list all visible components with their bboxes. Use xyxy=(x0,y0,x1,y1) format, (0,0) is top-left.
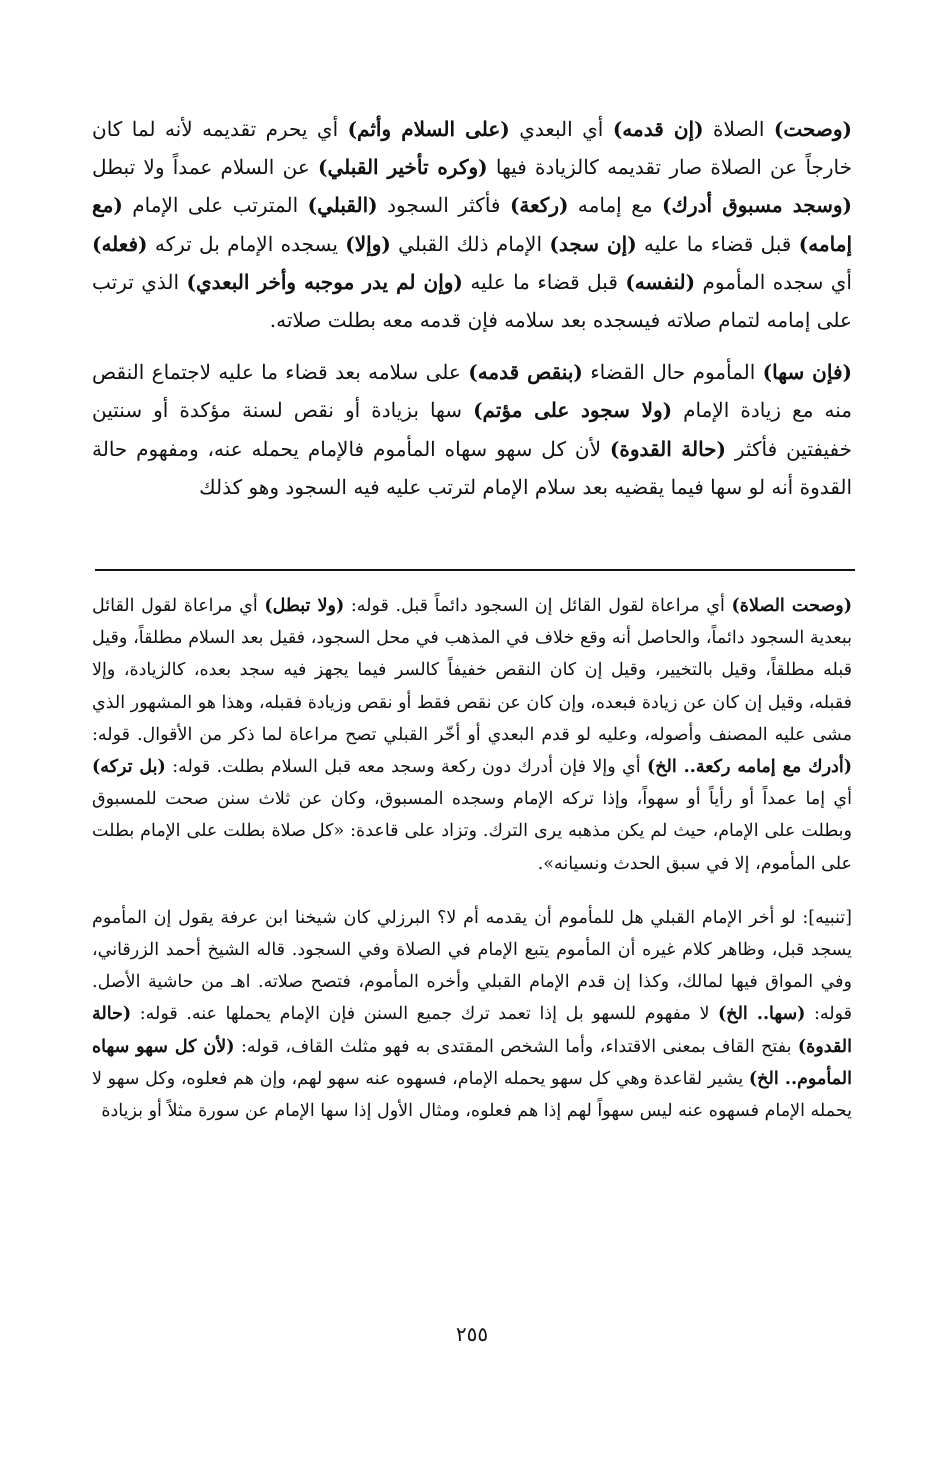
text-run: بفتح القاف بمعنى الاقتداء، وأما الشخص المقتدى به فهو مثلث القاف، قوله: xyxy=(234,1036,798,1057)
bold-text-run: (حالة القدوة) xyxy=(92,1004,852,1057)
text-run: أي إما عمداً أو رأياً أو سهواً، وإذا تركه الإمام وسجده المسبوق، وكان عن ثلاث سنن صحت للمسبوق وبطلت على الإمام، حيث لم يكن مذهبه يرى الترك. وتزاد على قاعدة: «كل صلاة بطلت على الإمام بطلت على المأموم، إلا في سبق الحدث ونسيانه». xyxy=(92,789,852,874)
text-run: [تنبيه]: لو أخر الإمام القبلي هل للمأموم أن يقدمه أم لا؟ البرزلي كان شيخنا ابن عرفة يقول إن المأموم يسجد قبل، وظاهر كلام غيره أن المأموم يتبع الإمام في الصلاة وفي السجود. قاله الشيخ أحمد الزرقاني، وفي المواق فيها لمالك، وكذا إن قدم الإمام القبلي وأخره المأموم، فتصح صلاته. اهـ من حاشية الأصل. قوله: xyxy=(92,907,852,1025)
text-run: لأن كل سهو سهاه المأموم فالإمام يحمله عنه، ومفهوم حالة القدوة أنه لو سها فيما يقضيه بعد سلام الإمام لترتب عليه فيه السجود وهو كذلك xyxy=(92,436,852,499)
bold-text-run: (سها.. الخ) xyxy=(718,1004,806,1025)
text-run: الصلاة xyxy=(703,117,774,141)
main-paragraph-2 xyxy=(92,353,852,506)
bold-text-run: (إن قدمه) xyxy=(612,117,704,141)
text-run: أي مراعاة لقول القائل ببعدية السجود دائماً، والحاصل أنه وقع خلاف في المذهب في محل السجود، فقيل بعد السلام مطلقاً، وقيل قبله مطلقاً، وقيل بالتخيير، وقيل إن كان النقص خفيفاً كالسر فيما يجهز فيه سجد بعده، كالزيادة، وإلا فقبله، وقيل إن كان عن زيادة فبعده، وإن كان عن نقص فقط أو نقص وزيادة فقبله، وهذا هو المشهور الذي مشى عليه المصنف وأصوله، وعليه لو قدم البعدي أو أخّر القبلي تصح مراعاة لما ذكر من الأقوال. قوله: xyxy=(92,596,852,745)
text-run: المترتب على الإمام xyxy=(122,193,308,218)
text-run: لا مفهوم للسهو بل إذا تعمد ترك جميع السنن فإن الإمام يحملها عنه. قوله: xyxy=(131,1004,718,1025)
text-run: الذي ترتب على إمامه لتمام صلاته فيسجده بعد سلامه فإن قدمه معه بطلت صلاته. xyxy=(92,269,852,333)
text-run: مع إمامه xyxy=(568,193,663,218)
bold-text-run: (ولا تبطل) xyxy=(264,596,345,616)
main-text xyxy=(92,110,852,506)
bold-text-run: (لنفسه) xyxy=(625,269,696,294)
footnote-separator xyxy=(95,569,855,571)
text-run: فأكثر السجود xyxy=(377,193,510,218)
bold-text-run: (وإن لم يدر موجبه وأخر البعدي) xyxy=(186,269,463,294)
bold-text-run: (فإن سها) xyxy=(762,360,852,385)
text-run: أي وإلا فإن أدرك دون ركعة وسجد معه قبل السلام بطلت. قوله: xyxy=(165,757,647,778)
text-run: سها بزيادة أو نقص لسنة مؤكدة أو سنتين خفيفتين فأكثر xyxy=(92,398,853,461)
bold-text-run: (لأن كل سهو سهاه المأموم.. الخ) xyxy=(92,1036,852,1089)
bold-text-run: (ولا سجود على مؤتم) xyxy=(473,398,673,423)
bold-text-run: (إن سجد) xyxy=(549,231,637,256)
page-number: ٢٥٥ xyxy=(455,1322,489,1346)
text-run: عن السلام عمداً ولا تبطل xyxy=(92,155,319,180)
bold-text-run: (مع إمامه) xyxy=(92,193,852,256)
bold-text-run: (بنقص قدمه) xyxy=(468,360,583,385)
note-paragraph-2 xyxy=(92,902,852,1127)
bold-text-run: (وكره تأخير القبلي) xyxy=(318,155,488,180)
footnotes xyxy=(92,590,852,1127)
bold-text-run: (وسجد مسبوق أدرك) xyxy=(662,193,853,218)
text-run: الإمام ذلك القبلي xyxy=(390,231,550,256)
text-run: أي البعدي xyxy=(509,117,613,141)
bold-text-run: (ركعة) xyxy=(509,193,569,218)
main-paragraph-1 xyxy=(92,110,852,339)
text-run: المأموم حال القضاء xyxy=(582,360,763,385)
bold-text-run: (وصحت) xyxy=(773,117,852,141)
text-run: قبل قضاء ما عليه xyxy=(636,231,799,256)
bold-text-run: (أدرك مع إمامه ركعة.. الخ) xyxy=(646,757,852,778)
bold-text-run: (وصحت الصلاة) xyxy=(731,596,852,616)
bold-text-run: (بل تركه) xyxy=(92,757,166,778)
text-run: يشير لقاعدة وهي كل سهو يحمله الإمام، فسهوه عنه سهو لهم، وإن هم فعلوه، وكل سهو لا يحمله الإمام فسهوه عنه ليس سهواً لهم إذا هم فعلوه، ومثال الأول إذا سها الإمام عن سورة مثلاً أو بزيادة xyxy=(92,1068,852,1122)
text-run: أي مراعاة لقول القائل إن السجود دائماً قبل. قوله: xyxy=(344,596,732,616)
text-run: أي يحرم تقديمه لأنه لما كان خارجاً عن الصلاة صار تقديمه كالزيادة فيها xyxy=(92,117,853,180)
text-run: يسجده الإمام بل تركه xyxy=(147,231,346,256)
bold-text-run: (وإلا) xyxy=(345,231,391,256)
text-run: على سلامه بعد قضاء ما عليه لاجتماع النقص منه مع زيادة الإمام xyxy=(92,360,853,423)
text-run: قبل قضاء ما عليه xyxy=(462,269,626,294)
bold-text-run: (على السلام وأثم) xyxy=(347,117,510,141)
bold-text-run: (فعله) xyxy=(92,231,148,256)
note-paragraph-1 xyxy=(92,590,852,880)
text-run: أي سجده المأموم xyxy=(695,269,852,294)
bold-text-run: (القبلي) xyxy=(307,193,378,218)
bold-text-run: (حالة القدوة) xyxy=(609,436,727,461)
